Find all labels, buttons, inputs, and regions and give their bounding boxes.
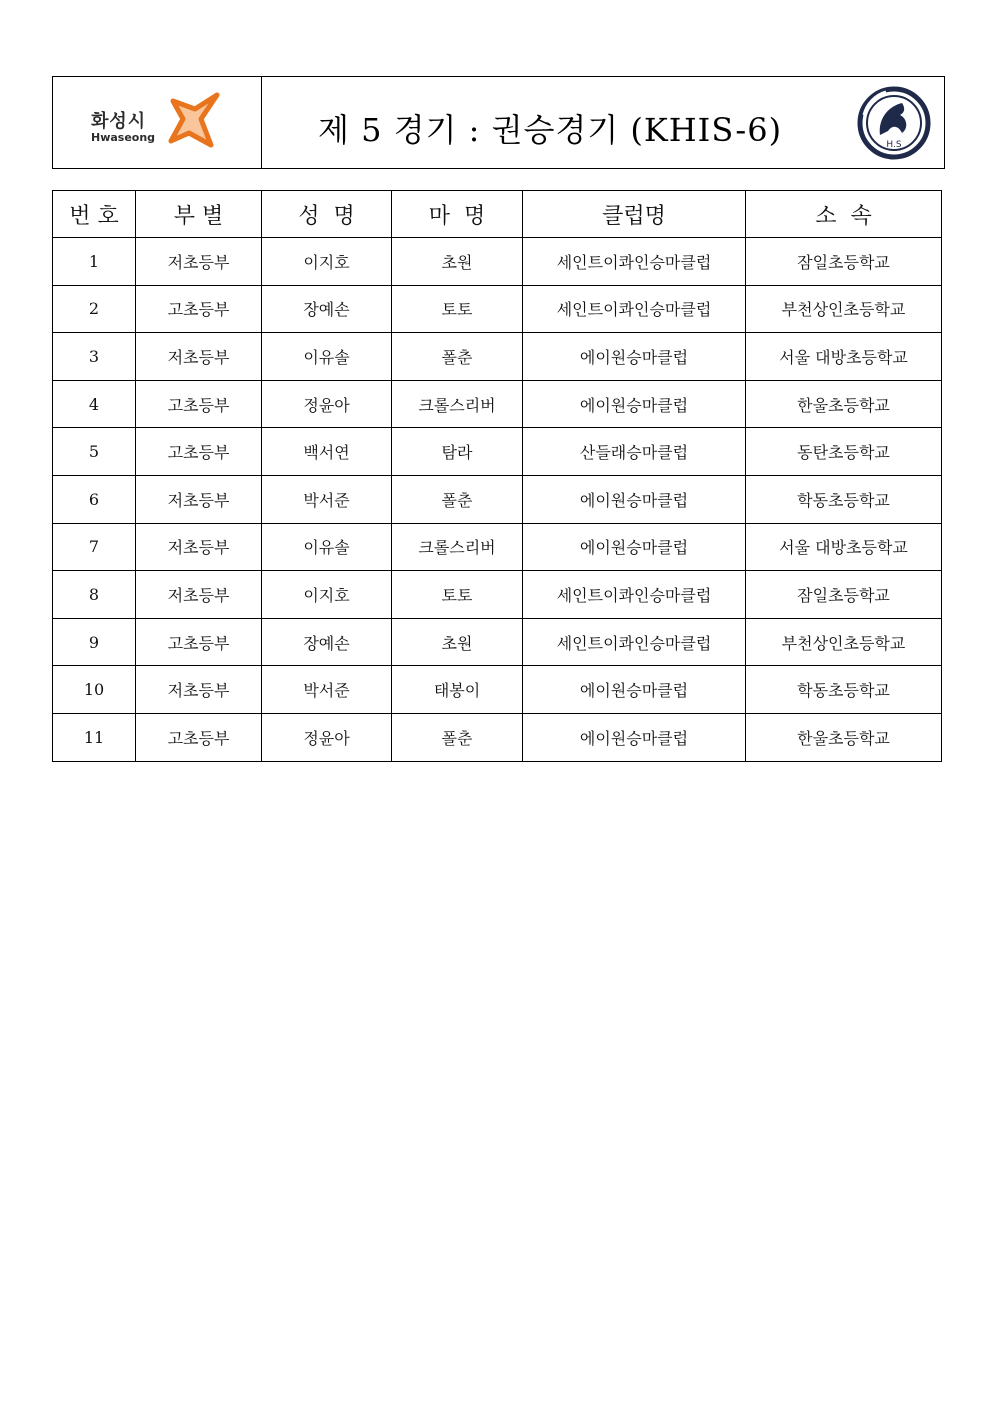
table-body xyxy=(53,238,942,762)
table-row xyxy=(53,618,942,666)
table-row xyxy=(53,523,942,571)
cell-club-name: 에이원승마클럽 xyxy=(523,380,746,428)
cell-number: 8 xyxy=(53,571,136,619)
table-row xyxy=(53,428,942,476)
cell-rider-name: 이지호 xyxy=(262,571,392,619)
document-header xyxy=(52,76,945,169)
cell-horse-name: 폴춘 xyxy=(392,333,523,381)
cell-horse-name: 토토 xyxy=(392,571,523,619)
column-header-club-name: 클럽명 xyxy=(523,191,746,238)
cell-horse-name: 크롤스리버 xyxy=(392,380,523,428)
horse-emblem-icon xyxy=(856,85,932,161)
hwaseong-logo xyxy=(53,77,262,168)
cell-division: 저초등부 xyxy=(136,238,262,286)
cell-club-name: 에이원승마클럽 xyxy=(523,523,746,571)
cell-division: 고초등부 xyxy=(136,380,262,428)
cell-affiliation: 한울초등학교 xyxy=(746,713,942,761)
table-row xyxy=(53,285,942,333)
cell-affiliation: 서울 대방초등학교 xyxy=(746,333,942,381)
cell-affiliation: 부천상인초등학교 xyxy=(746,618,942,666)
entry-table xyxy=(52,190,942,762)
cell-rider-name: 이유솔 xyxy=(262,523,392,571)
cell-number: 2 xyxy=(53,285,136,333)
cell-rider-name: 정윤아 xyxy=(262,713,392,761)
cell-horse-name: 초원 xyxy=(392,238,523,286)
column-header-number: 번 호 xyxy=(53,191,136,238)
cell-rider-name: 박서준 xyxy=(262,666,392,714)
cell-number: 4 xyxy=(53,380,136,428)
cell-division: 고초등부 xyxy=(136,713,262,761)
cell-affiliation: 학동초등학교 xyxy=(746,666,942,714)
cell-number: 11 xyxy=(53,713,136,761)
cell-division: 저초등부 xyxy=(136,475,262,523)
cell-rider-name: 박서준 xyxy=(262,475,392,523)
cell-number: 9 xyxy=(53,618,136,666)
cell-division: 저초등부 xyxy=(136,333,262,381)
cell-division: 저초등부 xyxy=(136,666,262,714)
cell-rider-name: 이유솔 xyxy=(262,333,392,381)
cell-affiliation: 학동초등학교 xyxy=(746,475,942,523)
column-header-horse-name: 마 명 xyxy=(392,191,523,238)
cell-rider-name: 이지호 xyxy=(262,238,392,286)
cell-club-name: 에이원승마클럽 xyxy=(523,666,746,714)
cell-division: 고초등부 xyxy=(136,618,262,666)
column-header-affiliation: 소 속 xyxy=(746,191,942,238)
cell-horse-name: 태봉이 xyxy=(392,666,523,714)
title-area xyxy=(262,77,944,168)
cell-affiliation: 동탄초등학교 xyxy=(746,428,942,476)
cell-division: 고초등부 xyxy=(136,285,262,333)
cell-rider-name: 장예손 xyxy=(262,285,392,333)
cell-horse-name: 폴춘 xyxy=(392,475,523,523)
table-row xyxy=(53,333,942,381)
cell-number: 6 xyxy=(53,475,136,523)
logo-text-korean: 화성시 xyxy=(91,111,147,132)
table-header-row xyxy=(53,191,942,238)
star-logo-icon xyxy=(161,89,227,155)
page-title: 제 5 경기 : 권승경기 (KHIS-6) xyxy=(318,111,783,149)
cell-affiliation: 한울초등학교 xyxy=(746,380,942,428)
cell-number: 3 xyxy=(53,333,136,381)
cell-horse-name: 탐라 xyxy=(392,428,523,476)
table-row xyxy=(53,571,942,619)
cell-division: 저초등부 xyxy=(136,523,262,571)
cell-number: 5 xyxy=(53,428,136,476)
cell-number: 10 xyxy=(53,666,136,714)
table-row xyxy=(53,666,942,714)
cell-club-name: 에이원승마클럽 xyxy=(523,333,746,381)
cell-rider-name: 백서연 xyxy=(262,428,392,476)
cell-club-name: 세인트이콰인승마클럽 xyxy=(523,571,746,619)
cell-affiliation: 부천상인초등학교 xyxy=(746,285,942,333)
cell-horse-name: 초원 xyxy=(392,618,523,666)
logo-text-english: Hwaseong xyxy=(91,131,156,144)
cell-affiliation: 잠일초등학교 xyxy=(746,571,942,619)
cell-club-name: 산들래승마클럽 xyxy=(523,428,746,476)
table-row xyxy=(53,238,942,286)
cell-club-name: 세인트이콰인승마클럽 xyxy=(523,238,746,286)
cell-affiliation: 잠일초등학교 xyxy=(746,238,942,286)
cell-club-name: 에이원승마클럽 xyxy=(523,713,746,761)
cell-division: 저초등부 xyxy=(136,571,262,619)
cell-club-name: 세인트이콰인승마클럽 xyxy=(523,285,746,333)
cell-club-name: 세인트이콰인승마클럽 xyxy=(523,618,746,666)
cell-club-name: 에이원승마클럽 xyxy=(523,475,746,523)
table-row xyxy=(53,713,942,761)
cell-rider-name: 장예손 xyxy=(262,618,392,666)
cell-rider-name: 정윤아 xyxy=(262,380,392,428)
cell-division: 고초등부 xyxy=(136,428,262,476)
cell-number: 1 xyxy=(53,238,136,286)
cell-affiliation: 서울 대방초등학교 xyxy=(746,523,942,571)
column-header-rider-name: 성 명 xyxy=(262,191,392,238)
cell-horse-name: 토토 xyxy=(392,285,523,333)
emblem-text: H.S xyxy=(886,140,902,150)
column-header-division: 부 별 xyxy=(136,191,262,238)
cell-number: 7 xyxy=(53,523,136,571)
cell-horse-name: 폴춘 xyxy=(392,713,523,761)
table-row xyxy=(53,475,942,523)
cell-horse-name: 크롤스리버 xyxy=(392,523,523,571)
table-row xyxy=(53,380,942,428)
